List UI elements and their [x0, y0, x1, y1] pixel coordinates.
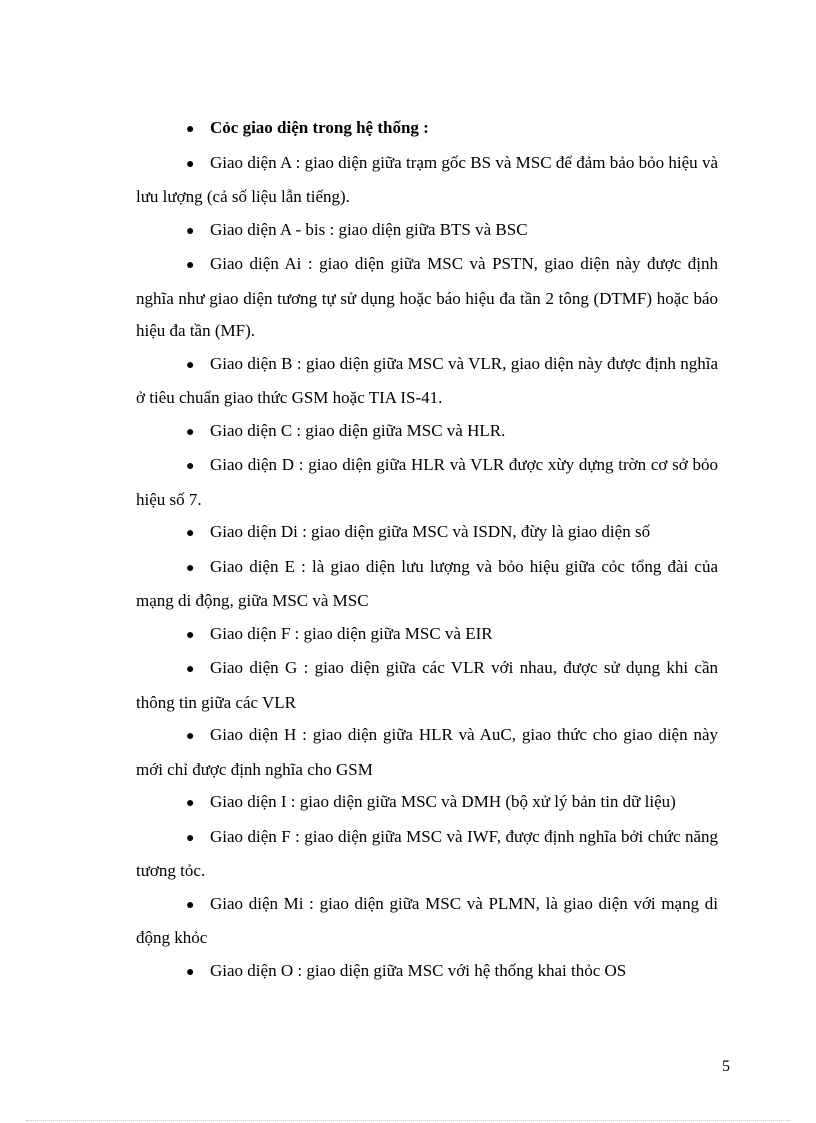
list-item-text: Giao diện C : giao diện giữa MSC và HLR. [210, 420, 506, 440]
section-heading [136, 112, 718, 147]
list-item [136, 248, 718, 348]
heading-text: Cỏc giao diện trong hệ thống : [210, 118, 429, 137]
bullet-icon: ● [186, 459, 195, 474]
list-item-text: Giao diện E : là giao diện lưu lượng và bỏo hiệu giữa cỏc tổng đài của mạng di động, giữa MSC và MSC [136, 556, 718, 610]
list-item-text: Giao diện Ai : giao diện giữa MSC và PSTN, giao diện này được định nghĩa như giao diện tương tự sử dụng hoặc báo hiệu đa tần 2 tông (DTMF) hoặc báo hiệu đa tần (MF). [136, 254, 718, 340]
list-item-text: Giao diện F : giao diện giữa MSC và EIR [210, 623, 493, 643]
bullet-icon: ● [186, 830, 195, 846]
bullet-icon: ● [186, 796, 195, 811]
bullet-icon: ● [186, 560, 195, 576]
list-item-text: Giao diện G : giao diện giữa các VLR với nhau, được sử dụng khi cần thông tin giữa các VLR [136, 658, 718, 712]
page-number: 5 [722, 1058, 730, 1075]
bullet-icon: ● [186, 357, 195, 373]
list-item-text: Giao diện B : giao diện giữa MSC và VLR, giao diện này được định nghĩa ở tiêu chuẩn giao thức GSM hoặc TIA IS-41. [136, 353, 718, 407]
list-item [136, 719, 718, 786]
interface-list [136, 147, 718, 990]
bullet-icon: ● [186, 526, 195, 541]
list-item [136, 955, 718, 990]
bullet-icon: ● [186, 258, 195, 273]
bullet-icon: ● [186, 662, 195, 677]
page-bottom-divider [26, 1120, 790, 1121]
bullet-icon: ● [186, 223, 195, 239]
list-item-text: Giao diện D : giao diện giữa HLR và VLR được xừy dựng trờn cơ sở bỏo hiệu số 7. [136, 455, 718, 509]
list-item [136, 652, 718, 719]
list-item-text: Giao diện Mi : giao diện giữa MSC và PLMN, là giao diện với mạng di động khỏc [136, 893, 718, 947]
list-item-text: Giao diện F : giao diện giữa MSC và IWF, được định nghĩa bởi chức năng tương tỏc. [136, 826, 718, 880]
bullet-icon: ● [186, 122, 195, 137]
list-item [136, 214, 718, 249]
list-item [136, 415, 718, 450]
list-item-text: Giao diện A : giao diện giữa trạm gốc BS và MSC để đảm bảo bỏo hiệu và lưu lượng (cả số liệu lẫn tiếng). [136, 152, 718, 206]
list-item [136, 348, 718, 415]
list-item [136, 449, 718, 516]
list-item-text: Giao diện A - bis : giao diện giữa BTS và BSC [210, 219, 528, 239]
bullet-icon: ● [186, 424, 195, 440]
list-item [136, 821, 718, 888]
list-item-text: Giao diện H : giao diện giữa HLR và AuC, giao thức cho giao diện này mới chỉ được định nghĩa cho GSM [136, 725, 718, 779]
bullet-icon: ● [186, 897, 195, 913]
bullet-icon: ● [186, 627, 195, 643]
list-item [136, 516, 718, 551]
list-item [136, 551, 718, 618]
list-item-text: Giao diện O : giao diện giữa MSC với hệ thống khai thỏc OS [210, 960, 627, 980]
list-item [136, 786, 718, 821]
bullet-icon: ● [186, 729, 195, 744]
bullet-icon: ● [186, 156, 195, 172]
list-item [136, 618, 718, 653]
bullet-icon: ● [186, 964, 195, 980]
list-item-text: Giao diện I : giao diện giữa MSC và DMH (bộ xử lý bản tin dữ liệu) [210, 792, 676, 811]
list-item [136, 147, 718, 214]
document-body [136, 112, 718, 989]
list-item-text: Giao diện Di : giao diện giữa MSC và ISDN, đừy là giao diện số [210, 522, 651, 541]
list-item [136, 888, 718, 955]
